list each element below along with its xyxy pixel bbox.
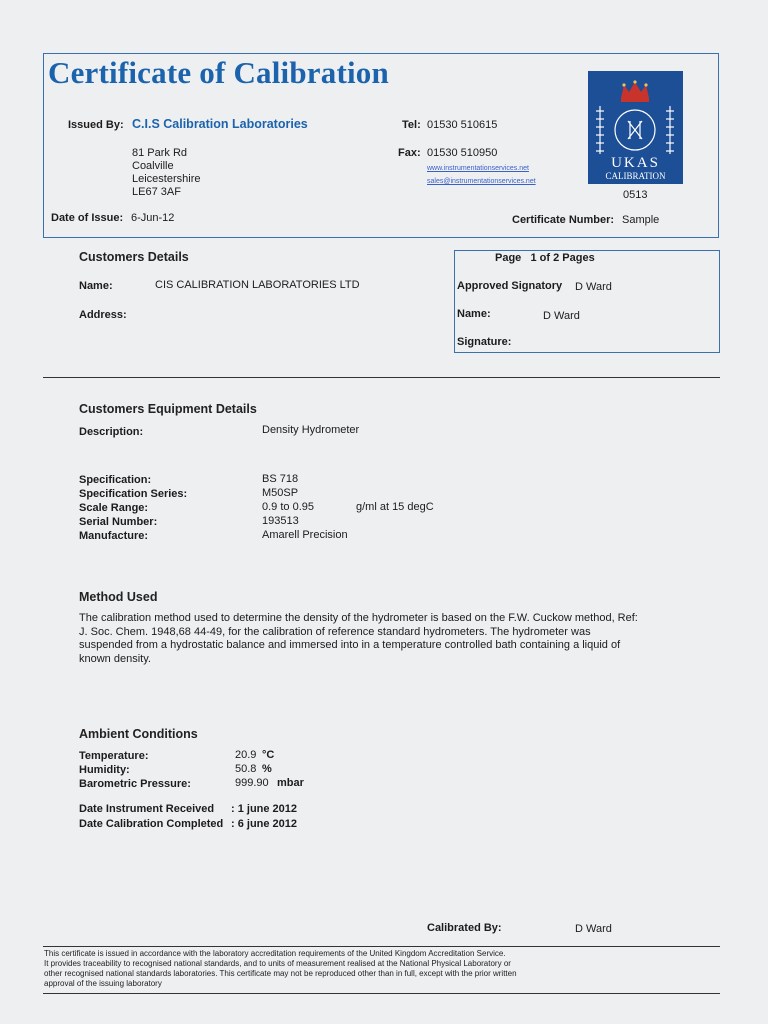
- pressure-label: Barometric Pressure:: [79, 778, 191, 790]
- serial-number-label: Serial Number:: [79, 516, 158, 528]
- scale-range-unit: g/ml at 15 degC: [356, 501, 434, 513]
- page-indicator: [495, 252, 595, 264]
- temperature-value: 20.9: [235, 749, 257, 761]
- footer-bottom-rule: [43, 993, 720, 994]
- footer-top-rule: [43, 946, 720, 947]
- temperature-unit: °C: [262, 749, 275, 761]
- scale-range-label: Scale Range:: [79, 502, 149, 514]
- issued-by-value: C.I.S Calibration Laboratories: [132, 117, 308, 131]
- pressure-unit: mbar: [277, 777, 304, 789]
- received-label: Date Instrument Received: [79, 803, 215, 815]
- pages-label: Pages: [562, 252, 595, 264]
- page-label: Page: [495, 252, 522, 264]
- calibrated-by-value: D Ward: [575, 923, 612, 935]
- tel-value: 01530 510615: [427, 119, 498, 131]
- certificate-title: Certificate of Calibration: [48, 55, 389, 90]
- section-divider: [43, 377, 720, 378]
- certificate-number-label: Certificate Number:: [512, 214, 615, 226]
- ukas-number: 0513: [623, 189, 648, 201]
- footer-line-2: It provides traceability to recognised national standards, and to units of measurement realised at the National Physical Laboratory or: [44, 959, 511, 968]
- humidity-label: Humidity:: [79, 764, 130, 776]
- pressure-value: 999.90: [235, 777, 269, 789]
- lab-address: [132, 147, 200, 199]
- date-of-issue-value: 6-Jun-12: [131, 212, 175, 224]
- footer-line-3: other recognised national standards laboratories. This certificate may not be reproduced other than in full, except with the prior written: [44, 969, 517, 978]
- manufacture-label: Manufacture:: [79, 530, 149, 542]
- issued-by-label: Issued By:: [68, 119, 124, 131]
- received-value: : 1 june 2012: [231, 803, 298, 815]
- tel-label: Tel:: [402, 119, 421, 131]
- humidity-value: 50.8: [235, 763, 257, 775]
- serial-number-value: 193513: [262, 515, 299, 527]
- ambient-heading: Ambient Conditions: [79, 727, 198, 741]
- humidity-unit: %: [262, 763, 272, 775]
- certificate-number-value: Sample: [622, 214, 660, 226]
- customer-name-label: Name:: [79, 280, 113, 292]
- customer-address-label: Address:: [79, 309, 127, 321]
- specification-value: BS 718: [262, 473, 299, 485]
- completed-label: Date Calibration Completed: [79, 818, 224, 830]
- website-link[interactable]: www.instrumentationservices.net: [427, 165, 529, 172]
- specification-label: Specification:: [79, 474, 152, 486]
- approved-signatory-label: Approved Signatory: [457, 280, 563, 292]
- ukas-name: UKAS: [611, 155, 660, 171]
- calibrated-by-label: Calibrated By:: [427, 922, 502, 934]
- ukas-logo: [588, 71, 683, 184]
- page-current: 1: [530, 252, 537, 264]
- signatory-name-value: D Ward: [543, 310, 580, 322]
- email-link[interactable]: sales@instrumentationservices.net: [427, 178, 536, 185]
- address-line-3: Leicestershire: [132, 173, 201, 185]
- description-label: Description:: [79, 426, 144, 438]
- customer-name-value: CIS CALIBRATION LABORATORIES LTD: [155, 279, 360, 291]
- scale-range-value: 0.9 to 0.95: [262, 501, 314, 513]
- description-value: Density Hydrometer: [262, 424, 360, 436]
- date-of-issue-label: Date of Issue:: [51, 212, 124, 224]
- fax-value: 01530 510950: [427, 147, 498, 159]
- ukas-sub: CALIBRATION: [605, 171, 666, 181]
- address-line-4: LE67 3AF: [132, 186, 181, 198]
- page-of: of: [539, 252, 551, 264]
- series-value: M50SP: [262, 487, 299, 499]
- footer-line-4: approval of the issuing laboratory: [44, 979, 162, 988]
- series-label: Specification Series:: [79, 488, 188, 500]
- address-line-1: 81 Park Rd: [132, 147, 188, 159]
- fax-label: Fax:: [398, 147, 421, 159]
- page-total: 2: [553, 252, 560, 264]
- signature-label: Signature:: [457, 336, 512, 348]
- footer-text: [44, 949, 604, 989]
- method-text: The calibration method used to determine the density of the hydrometer is based on the F.W. Cuckow method, Ref: J. Soc. Chem. 1948,68 44-49, for the calibration of reference standard hydrometers. The hydrometer was suspended from a hydrostatic balance and immersed into in a temperature controlled bath containing a liquid of known density.: [79, 612, 638, 665]
- signatory-name-label: Name:: [457, 308, 491, 320]
- address-line-2: Coalville: [132, 160, 174, 172]
- manufacture-value: Amarell Precision: [262, 529, 348, 541]
- completed-value: : 6 june 2012: [231, 818, 298, 830]
- customers-details-heading: Customers Details: [79, 250, 189, 264]
- footer-line-1: This certificate is issued in accordance with the laboratory accreditation requirements of the United Kingdom Accreditation Service.: [44, 949, 506, 958]
- approved-signatory-value: D Ward: [575, 281, 612, 293]
- equipment-details-heading: Customers Equipment Details: [79, 402, 257, 416]
- method-heading: Method Used: [79, 590, 158, 604]
- temperature-label: Temperature:: [79, 750, 149, 762]
